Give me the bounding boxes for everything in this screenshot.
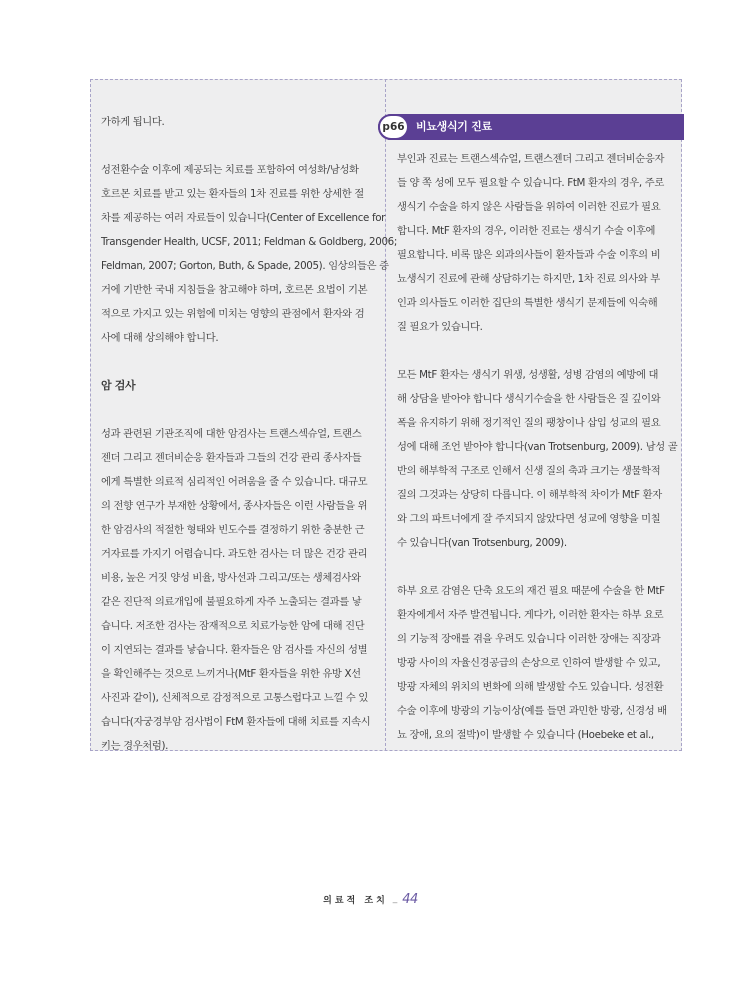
page-footer xyxy=(0,889,741,909)
text-line: 인과 의사들도 이러한 집단의 특별한 생식기 문제들에 익숙해 xyxy=(397,297,658,309)
text-line: 이 지연되는 결과를 낳습니다. 환자들은 암 검사를 자신의 성별 xyxy=(101,644,368,656)
text-line: 사진과 같이), 신체적으로 감정적으로 고통스럽다고 느낄 수 있 xyxy=(101,692,368,704)
text-line: 뇨생식기 진료에 관해 상담하기는 하지만, 1차 진료 의사와 부 xyxy=(397,273,660,285)
text-line: 젠더 그리고 젠더비순응 환자들과 그들의 건강 관리 종사자들 xyxy=(101,452,362,464)
page-reference-badge: p66 xyxy=(378,114,409,140)
footer-separator: _ xyxy=(392,894,398,904)
text-line: 폭을 유지하기 위해 정기적인 질의 팽창이나 삽입 성교의 필요 xyxy=(397,417,661,429)
text-line: 생식기 수술을 하지 않은 사람들을 위하여 이러한 진료가 필요 xyxy=(397,201,661,213)
text-line: 들 양 쪽 성에 모두 필요할 수 있습니다. FtM 환자의 경우, 주로 xyxy=(397,177,664,189)
text-line: 수 있습니다(van Trotsenburg, 2009). xyxy=(397,537,567,549)
text-line: 에게 특별한 의료적 심리적인 어려움을 줄 수 있습니다. 대규모 xyxy=(101,476,368,488)
text-line: 의 전향 연구가 부재한 상황에서, 종사자들은 이런 사람들을 위 xyxy=(101,500,368,512)
column-divider xyxy=(385,79,386,751)
text-line: 적으로 가지고 있는 위험에 미치는 영향의 관점에서 환자와 검 xyxy=(101,308,365,320)
text-line: 거자료를 가지기 어렵습니다. 과도한 검사는 더 많은 건강 관리 xyxy=(101,548,368,560)
text-line: 질의 그것과는 상당히 다릅니다. 이 해부학적 차이가 MtF 환자 xyxy=(397,489,662,501)
section-title: 비뇨생식기 진료 xyxy=(416,120,492,133)
text-line: 을 확인해주는 것으로 느끼거나(MtF 환자들을 위한 유방 X선 xyxy=(101,668,361,680)
text-line: 습니다(자궁경부암 검사법이 FtM 환자들에 대해 치료를 지속시 xyxy=(101,716,371,728)
footer-section-label: 의료적 조치 xyxy=(323,895,388,906)
text-line: 한 암검사의 적절한 형태와 빈도수를 결정하기 위한 충분한 근 xyxy=(101,524,365,536)
text-line: 모든 MtF 환자는 생식기 위생, 성생활, 성병 감염의 예방에 대 xyxy=(397,369,659,381)
text-line: 와 그의 파트너에게 잘 주지되지 않았다면 성교에 영향을 미칠 xyxy=(397,513,661,525)
text-line: 부인과 진료는 트랜스섹슈얼, 트랜스젠더 그리고 젠더비순응자 xyxy=(397,153,665,165)
text-line: 합니다. MtF 환자의 경우, 이러한 진료는 생식기 수술 이후에 xyxy=(397,225,656,237)
text-line: 성에 대해 조언 받아야 합니다(van Trotsenburg, 2009). 남성 골 xyxy=(397,441,678,453)
text-line: 수술 이후에 방광의 기능이상(예를 들면 과민한 방광, 신경성 배 xyxy=(397,705,667,717)
text-line: 필요합니다. 비록 많은 외과의사들이 환자들과 수술 이후의 비 xyxy=(397,249,661,261)
text-line: 방광 자체의 위치의 변화에 의해 발생할 수도 있습니다. 성전환 xyxy=(397,681,664,693)
text-line: 거에 기반한 국내 지침들을 참고해야 하며, 호르몬 요법이 기본 xyxy=(101,284,368,296)
text-line: Transgender Health, UCSF, 2011; Feldman & Goldberg, 2006; xyxy=(101,236,397,248)
text-line: 사에 대해 상의해야 합니다. xyxy=(101,332,219,344)
page-number: 44 xyxy=(402,891,418,907)
text-line: 환자에게서 자주 발견됩니다. 게다가, 이러한 환자는 하부 요로 xyxy=(397,609,664,621)
text-line: Feldman, 2007; Gorton, Buth, & Spade, 2005). 임상의들은 증 xyxy=(101,260,389,272)
text-line: 질 필요가 있습니다. xyxy=(397,321,483,333)
text-line: 의 기능적 장애를 겪을 우려도 있습니다 이러한 장애는 직장과 xyxy=(397,633,661,645)
text-line: 반의 해부학적 구조로 인해서 신생 질의 축과 크기는 생물학적 xyxy=(397,465,661,477)
text-line: 성과 관련된 기관조직에 대한 암검사는 트랜스섹슈얼, 트랜스 xyxy=(101,428,362,440)
text-line: 차를 제공하는 여러 자료들이 있습니다(Center of Excellence for xyxy=(101,212,386,224)
text-line: 성전환수술 이후에 제공되는 치료를 포함하여 여성화/남성화 xyxy=(101,164,359,176)
text-line: 비용, 높은 거짓 양성 비율, 방사선과 그리고/또는 생체검사와 xyxy=(101,572,361,584)
text-line: 뇨 장애, 요의 절박)이 발생할 수 있습니다 (Hoebeke et al., xyxy=(397,729,654,741)
text-line: 가하게 됩니다. xyxy=(101,116,165,128)
text-line: 호르몬 치료를 받고 있는 환자들의 1차 진료를 위한 상세한 절 xyxy=(101,188,364,200)
text-line: 키는 경우처럼). xyxy=(101,740,169,752)
text-line: 하부 요로 감염은 단축 요도의 재건 필요 때문에 수술을 한 MtF xyxy=(397,585,665,597)
text-line: 해 상담을 받아야 합니다 생식기수술을 한 사람들은 질 깊이와 xyxy=(397,393,661,405)
text-line: 습니다. 저조한 검사는 잠재적으로 치료가능한 암에 대해 진단 xyxy=(101,620,365,632)
text-line: 방광 사이의 자율신경공급의 손상으로 인하여 발생할 수 있고, xyxy=(397,657,661,669)
text-line: 같은 진단적 의료개입에 불필요하게 자주 노출되는 결과를 낳 xyxy=(101,596,362,608)
section-heading: 암 검사 xyxy=(101,379,136,392)
